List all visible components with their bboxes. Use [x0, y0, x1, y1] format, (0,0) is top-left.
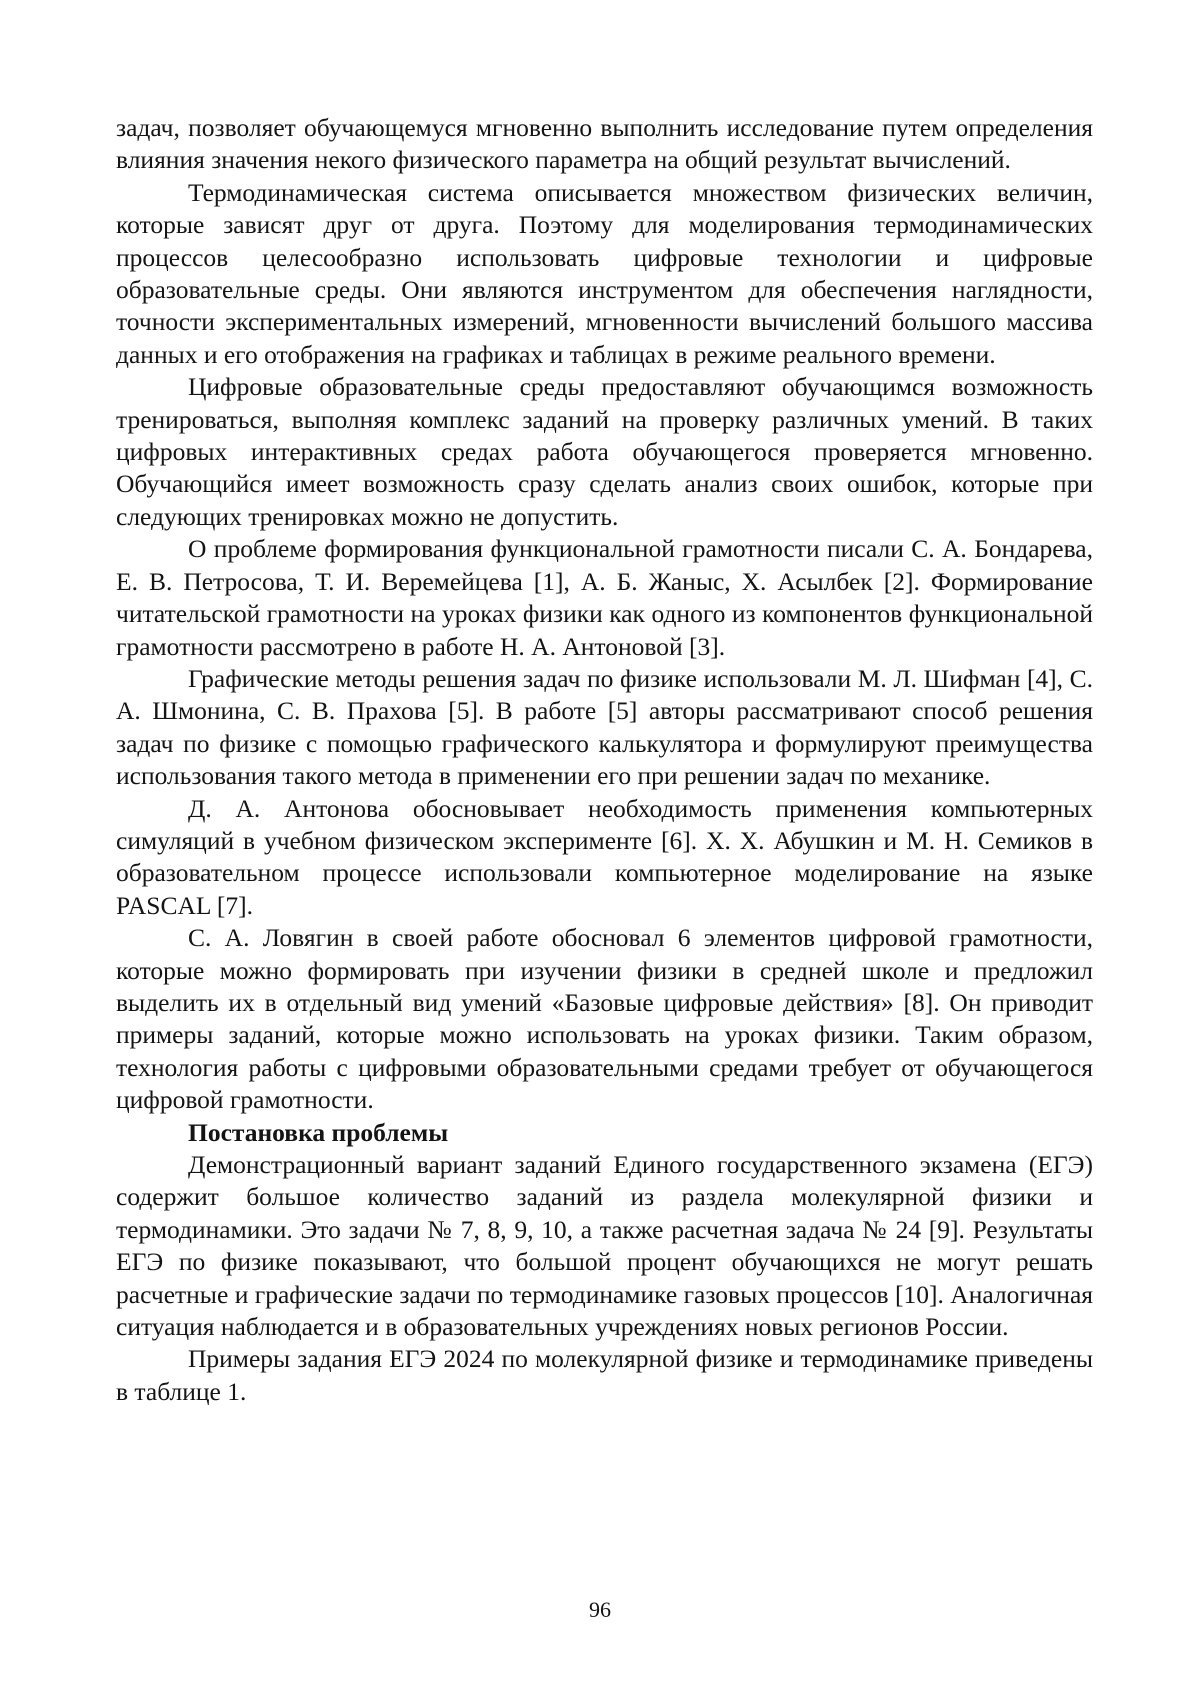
paragraph-thermodynamic-system: Термодинамическая система описывается множеством физических величин, которые зависят друг от друга. Поэтому для моделирования термодинамических процессов целесообразно использовать цифровые технологии и цифровые образовательные среды. Они являются инструментом для обеспечения наглядности, точности экспериментальных измерений, мгновенности вычислений большого массива данных и его отображения на графиках и таблицах в режиме реального времени. [116, 177, 1093, 369]
paragraph-digital-environments: Цифровые образовательные среды предоставляют обучающимся возможность тренироваться, выполняя комплекс заданий на проверку различных умений. В таких цифровых интерактивных средах работа обучающегося проверяется мгновенно. Обучающийся имеет возможность сразу сделать анализ своих ошибок, которые при следующих тренировках можно не допустить. [116, 372, 1093, 531]
document-page [116, 112, 1093, 1408]
paragraph-graphical-methods: Графические методы решения задач по физике использовали М. Л. Шифман [4], С. А. Шмонина, С. В. Прахова [5]. В работе [5] авторы рассматривают способ решения задач по физике с помощью графического калькулятора и формулируют преимущества использования такого метода в применении его при решении задач по механике. [116, 663, 1093, 791]
paragraph-computer-simulations: Д. А. Антонова обосновывает необходимость применения компьютерных симуляций в учебном физическом эксперименте [6]. Х. Х. Абушкин и М. Н. Семиков в образовательном процессе использовали компьютерное моделирование на языке PASCAL [7]. [116, 793, 1093, 920]
paragraph-digital-literacy: С. А. Ловягин в своей работе обосновал 6 элементов цифровой грамотности, которые можно формировать при изучении физики в средней школе и предложил выделить их в отдельный вид умений «Базовые цифровые действия» [8]. Он приводит примеры заданий, которые можно использовать на уроках физики. Таким образом, технология работы с цифровыми образовательными средами требует от обучающегося цифровой грамотности. [116, 923, 1093, 1115]
paragraph-functional-literacy: О проблеме формирования функциональной грамотности писали С. А. Бондарева, Е. В. Петросова, Т. И. Веремейцева [1], А. Б. Жаныс, Х. Асылбек [2]. Формирование читательской грамотности на уроках физики как одного из компонентов функциональной грамотности рассмотрено в работе Н. А. Антоновой [3]. [116, 534, 1093, 661]
paragraph-continuation: задач, позволяет обучающемуся мгновенно выполнить исследование путем определения влияния значения некого физического параметра на общий результат вычислений. [116, 113, 1093, 175]
paragraph-table-reference: Примеры задания ЕГЭ 2024 по молекулярной физике и термодинамике приведены в таблице 1. [116, 1344, 1093, 1406]
paragraph-exam-demo: Демонстрационный вариант заданий Единого государственного экзамена (ЕГЭ) содержит большое количество заданий из раздела молекулярной физики и термодинамики. Это задачи № 7, 8, 9, 10, а также расчетная задача № 24 [9]. Результаты ЕГЭ по физике показывают, что большой процент обучающихся не могут решать расчетные и графические задачи по термодинамике газовых процессов [10]. Аналогичная ситуация наблюдается и в образовательных учреждениях новых регионов России. [116, 1150, 1093, 1342]
section-heading: Постановка проблемы [188, 1117, 449, 1147]
page-number: 96 [589, 1597, 611, 1622]
